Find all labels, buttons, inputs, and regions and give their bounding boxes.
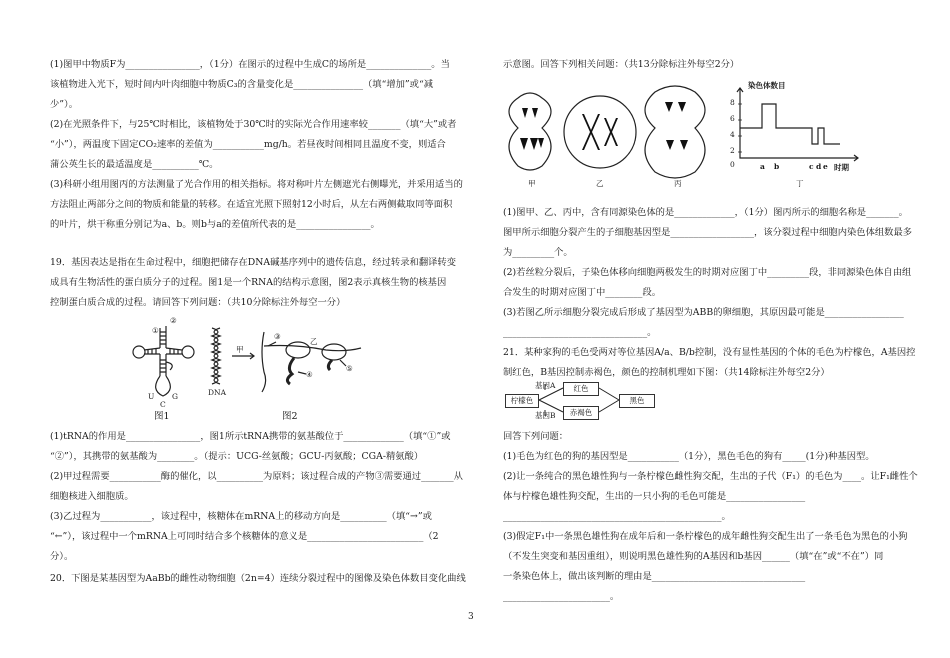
text-line: 示意图。回答下列相关问题：（共13分除标注外每空2分） (503, 59, 740, 70)
fig2-caption: 图2 (282, 411, 298, 422)
text-line: _______________________。 (503, 591, 620, 602)
page-number: 3 (468, 612, 474, 622)
y-tick: 2 (730, 146, 735, 155)
text-line: 分）。 (50, 551, 74, 562)
marker-3: ③ (274, 332, 281, 341)
text-line: 成具有生物活性的蛋白质分子的过程。图1是一个RNA的结构示意图，图2表示真核生物的核基因 (50, 277, 447, 288)
text-line: _______________________________________________。 (503, 511, 731, 522)
text-line: (1)tRNA的作用是________________，图1所示tRNA携带的氨基酸位于_____________（填“①”或 (50, 431, 451, 442)
chart-title: 染色体数目 (748, 81, 786, 90)
base-u: U (148, 392, 155, 401)
question-20: 20．下图是某基因型为AaBb的雌性动物细胞（2n=4）连续分裂过程中的图像及染色体数目变化曲线 (50, 573, 466, 584)
cell-label-yi: 乙 (596, 179, 604, 188)
trna-figure (130, 318, 200, 418)
y-tick: 0 (730, 160, 735, 169)
text-line: “←”），该过程中一个mRNA上可同时结合多个核糖体的意义是_________________________（2 (50, 531, 439, 542)
text-line: 方法阻止两部分之间的物质和能量的转移。在适宜光照下照射12小时后，从左右两侧截取同等面积 (50, 199, 453, 210)
text-line: 蒲公英生长的最适温度是__________℃。 (50, 159, 219, 170)
text-line: 为_________个。 (503, 247, 573, 258)
text-line: _______________________________。 (503, 327, 657, 338)
base-g: G (172, 392, 178, 401)
text-line: (1)图甲、乙、丙中，含有同源染色体的是_____________，（1分）图丙所示的细胞名称是_______。 (503, 207, 908, 218)
text-line: 制红色，B基因控制赤褐色，颜色的控制机理如下图：（共14除标注外每空2分） (503, 367, 830, 378)
text-line: “②”），其携带的氨基酸为________。（提示：UCG-丝氨酸；GCU-丙氨酸；CGA-精氨酸） (50, 451, 424, 462)
text-line: (1)毛色为红色的狗的基因型是___________（1分），黑色毛色的狗有_____(1分)种基因型。 (503, 451, 875, 462)
color-pathway (505, 382, 665, 418)
cell-label-bing: 丙 (674, 179, 682, 188)
x-tick: d (816, 162, 822, 171)
text-line: 图甲所示细胞分裂产生的子细胞基因型是__________________，该分裂过程中细胞内染色体组数最多 (503, 227, 913, 238)
text-line: （不发生突变和基因重组），则说明黑色雄性狗的A基因和b基因______（填“在”或“不在”）同 (503, 551, 884, 562)
y-tick: 8 (730, 98, 735, 107)
x-label: 时期 (834, 163, 849, 172)
text-line: 控制蛋白质合成的过程。请回答下列问题：（共10分除标注外每空一分） (50, 297, 346, 308)
cell-label-ding: 丁 (796, 179, 804, 188)
base-c: C (160, 400, 166, 409)
text-line: 体与柠檬色雄性狗交配，生出的一只小狗的毛色可能是_________________ (503, 491, 806, 502)
marker-4: ④ (306, 370, 313, 379)
brown-box: 赤褐色 (563, 406, 599, 420)
gene-a-label: 基因A (535, 381, 556, 390)
text-line: (3)若图乙所示细胞分裂完成后形成了基因型为ABB的卵细胞，其原因最可能是_________________ (503, 307, 904, 318)
question-21: 21．某种家狗的毛色受两对等位基因A/a、B/b控制，没有显性基因的个体的毛色为柠檬色，A基因控 (503, 347, 916, 358)
marker-2: ② (170, 316, 177, 325)
text-line: (2)甲过程需要___________酶的催化，以__________为原料；该过程合成的产物③需要通过_______从 (50, 471, 463, 482)
gene-expression-figure (206, 322, 376, 402)
x-tick: b (774, 162, 780, 171)
step-label: 乙 (310, 337, 318, 346)
text-line: 回答下列问题： (503, 431, 569, 442)
text-line: 该植物进入光下，短时间内叶肉细胞中物质C₃的含量变化是_______________（填“增加”或“减 (50, 79, 434, 90)
y-tick: 6 (730, 114, 735, 123)
text-line: 一条染色体上，做出该判断的理由是_________________________________ (503, 571, 806, 582)
text-line: (2)让一条纯合的黑色雄性狗与一条柠檬色雌性狗交配，生出的子代（F₁）的毛色为____。让F₁雌性个 (503, 471, 918, 482)
text-line: “小”），两温度下固定CO₂速率的差值为___________mg/h。若昼夜时间相同且温度不变，则适合 (50, 139, 446, 150)
text-line: 细胞核进入细胞质。 (50, 491, 134, 502)
lemon-box: 柠檬色 (505, 394, 539, 408)
gene-b-label: 基因B (535, 411, 556, 420)
gene-expression-diagram (206, 322, 376, 402)
cell-division-figure (500, 80, 870, 190)
fig1-caption: 图1 (154, 411, 170, 422)
text-line: (2)若丝粒分裂后，子染色体移向细胞两极发生的时期对应图丁中_________段，非同源染色体自由组 (503, 267, 912, 278)
text-line: 合发生的时期对应图丁中________段。 (503, 287, 662, 298)
y-tick: 4 (730, 130, 735, 139)
marker-5: ⑤ (346, 364, 353, 373)
text-line: (3)科研小组用图丙的方法测量了光合作用的相关指标。将对称叶片左侧遮光右侧曝光，并采用适当的 (50, 179, 463, 190)
text-line: 的叶片，烘干称重分别记为a、b。则b与a的差值所代表的是________________。 (50, 219, 380, 230)
red-box: 红色 (563, 382, 599, 396)
text-line: (1)图甲中物质F为________________，（1分）在图示的过程中生成C的场所是______________。当 (50, 59, 450, 70)
x-tick: e (823, 162, 828, 171)
x-tick: a (760, 162, 765, 171)
cell-division-diagram (500, 80, 870, 190)
x-tick: c (809, 162, 814, 171)
dna-label: DNA (208, 388, 226, 397)
arrow-label: 甲 (236, 345, 244, 354)
cell-label-jia: 甲 (528, 179, 536, 188)
marker-1: ① (152, 326, 159, 335)
text-line: 少”）。 (50, 99, 78, 110)
text-line: (2)在光照条件下，与25℃时相比，该植物处于30℃时的实际光合作用速率较_______（填“大”或者 (50, 119, 457, 130)
text-line: (3)假定F₁中一条黑色雄性狗在成年后和一条柠檬色的成年雌性狗交配生出了一条毛色为黑色的小狗 (503, 531, 908, 542)
black-box: 黑色 (619, 394, 655, 408)
question-19: 19．基因表达是指在生命过程中，细胞把储存在DNA碱基序列中的遗传信息，经过转录和翻译转变 (50, 257, 457, 268)
text-line: (3)乙过程为___________，该过程中，核糖体在mRNA上的移动方向是__________（填“→”或 (50, 511, 432, 522)
